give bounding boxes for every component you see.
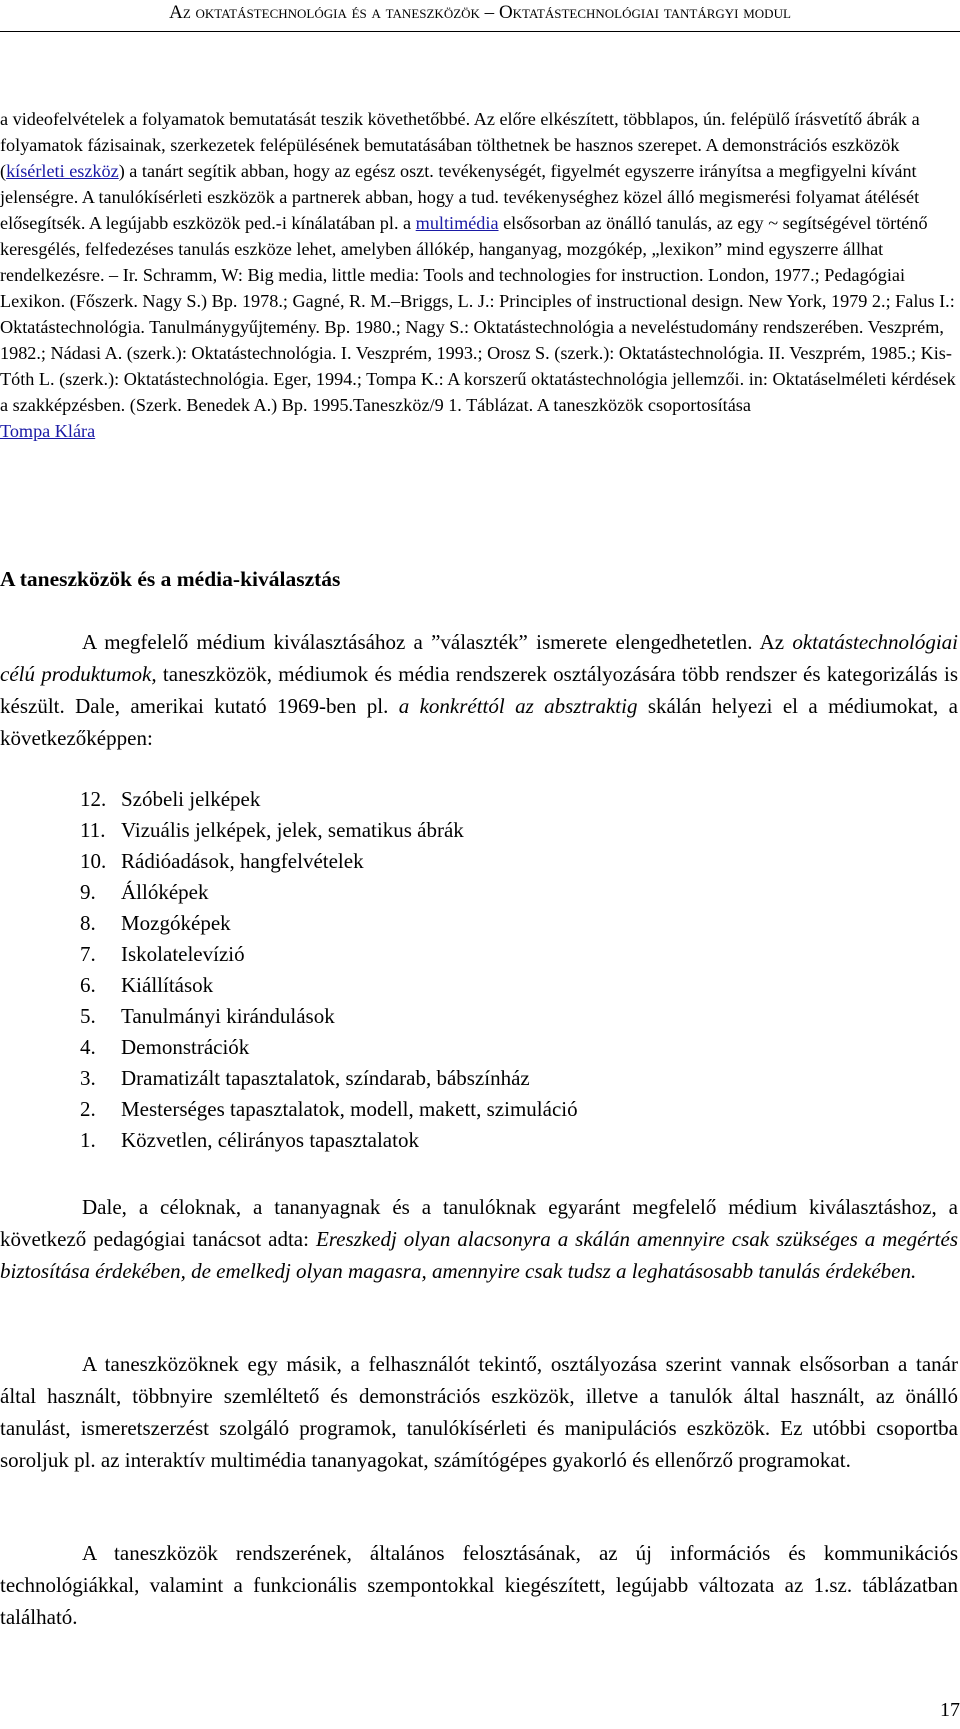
list-item-text: Demonstrációk (121, 1035, 250, 1059)
list-item-text: Közvetlen, célirányos tapasztalatok (121, 1128, 419, 1152)
list-item (80, 1032, 578, 1063)
list-item (80, 815, 578, 846)
list-item-number: 5. (80, 1004, 96, 1028)
list-item-number: 10. (80, 849, 107, 873)
header-part-2: Oktatástechnológiai tantárgyi modul (498, 2, 791, 23)
list-item (80, 784, 578, 815)
paragraph-user-classification: A taneszközöknek egy másik, a felhasználót tekintő, osztályozása szerint vannak elsősorban a tanár által használt, többnyire szemléltető és demonstrációs eszközök, illetve a tanulók által használt, az önálló tanulást, ismeretszerzést szolgáló programok, tanulókísérleti és manipulációs eszközök. Ez utóbbi csoportba soroljuk pl. az interaktív multimédia tananyagokat, számítógépes gyakorló és ellenőrző programokat. (0, 1352, 958, 1472)
list-item-number: 3. (80, 1066, 96, 1090)
list-item-text: Tanulmányi kirándulások (121, 1004, 335, 1028)
list-item-number: 4. (80, 1035, 96, 1059)
list-item-text: Vizuális jelképek, jelek, sematikus ábrák (121, 818, 464, 842)
list-item-number: 2. (80, 1097, 96, 1121)
intro-block (0, 106, 958, 444)
section-title: A taneszközök és a média-kiválasztás (0, 567, 341, 591)
list-item-text: Mozgóképek (121, 911, 231, 935)
paragraph-dale-intro: A megfelelő médium kiválasztásához a ”választék” ismerete elengedhetetlen. Az oktatástechnológiai célú produktumok, taneszközök, médiumok és média rendszerek osztályozására több rendszer és kategorizálás is készült. Dale, amerikai kutató 1969-ben pl. a konkréttól az absztraktig skálán helyezi el a médiumokat, a következőképpen: (0, 630, 958, 750)
intro-paragraph: a videofelvételek a folyamatok bemutatását teszik követhetőbbé. Az előre elkészített, többlapos, ún. felépülő írásvetítő ábrák a folyamatok fázisainak, szerkezetek felépülésének bemutatásában tölthetnek be hasznos szerepet. A demonstrációs eszközök (kísérleti eszköz) a tanárt segítik abban, hogy az egész oszt. tevékenységét, figyelmét egyszerre irányítsa a megfigyelni kívánt jelenségre. A tanulókísérleti eszközök a partnerek abban, hogy a tud. tevékenységhez közel álló megismerési folyamat átélését elősegítsék. A legújabb eszközök ped.-i kínálatában pl. a multimédia elsősorban az önálló tanulás, az egy ~ segítségével történő keresgélés, felfedezéses tanulás eszköze lehet, amelyben állókép, hanganyag, mozgókép, „lexikon” mind egyszerre állhat rendelkezésre. – Ir. Schramm, W: Big media, little media: Tools and technologies for instruction. London, 1977.; Pedagógiai Lexikon. (Főszerk. Nagy S.) Bp. 1978.; Gagné, R. M.–Briggs, L. J.: Principles of instructional design. New York, 1979 2.; Falus I.: Oktatástechnológia. Tanulmánygyűjtemény. Bp. 1980.; Nagy S.: Oktatástechnológia a neveléstudomány rendszerében. Veszprém, 1982.; Nádasi A. (szerk.): Oktatástechnológia. I. Veszprém, 1993.; Orosz S. (szerk.): Oktatástechnológia. II. Veszprém, 1985.; Kis-Tóth L. (szerk.): Oktatástechnológia. Eger, 1994.; Tompa K.: A korszerű oktatástechnológia jellemzői. in: Oktatáselméleti kérdések a szakképzésben. (Szerk. Benedek A.) Bp. 1995.Taneszköz/9 1. Táblázat. A taneszközök csoportosítása (0, 109, 956, 415)
list-item-text: Mesterséges tapasztalatok, modell, makett, szimuláció (121, 1097, 578, 1121)
list-item (80, 846, 578, 877)
list-item (80, 1063, 578, 1094)
page-number: 17 (940, 1699, 960, 1721)
paragraph-dale-advice: Dale, a céloknak, a tananyagnak és a tanulóknak egyaránt megfelelő médium kiválasztáshoz, a következő pedagógiai tanácsot adta: Ereszkedj olyan alacsonyra a skálán amennyire csak szükséges a megértés biztosítása érdekében, de emelkedj olyan magasra, amennyire csak tudsz a leghatásosabb tanulás érdekében. (0, 1195, 958, 1283)
header-part-1: Az oktatástechnológia és a taneszközök – (169, 2, 499, 23)
multimedia-link[interactable]: multimédia (415, 213, 499, 233)
list-item-text: Rádióadások, hangfelvételek (121, 849, 364, 873)
author-link[interactable]: Tompa Klára (0, 421, 96, 441)
list-item-number: 12. (80, 787, 107, 811)
list-item (80, 1094, 578, 1125)
list-item-text: Állóképek (121, 880, 209, 904)
list-item (80, 970, 578, 1001)
list-item (80, 1125, 578, 1156)
list-item-number: 7. (80, 942, 96, 966)
list-item-number: 6. (80, 973, 96, 997)
list-item-number: 11. (80, 818, 106, 842)
list-item-number: 8. (80, 911, 96, 935)
list-item (80, 1001, 578, 1032)
header-divider (0, 31, 960, 32)
list-item (80, 877, 578, 908)
list-item (80, 939, 578, 970)
list-item-text: Iskolatelevízió (121, 942, 245, 966)
dale-media-scale-list (80, 784, 578, 1156)
list-item-text: Kiállítások (121, 973, 214, 997)
list-item-text: Szóbeli jelképek (121, 787, 261, 811)
list-item (80, 908, 578, 939)
kiserleti-eszkoz-link[interactable]: kísérleti eszköz (6, 161, 119, 181)
paragraph-table-reference: A taneszközök rendszerének, általános felosztásának, az új információs és kommunikációs technológiákkal, valamint a funkcionális szempontokkal kiegészített, legújabb változata az 1.sz. táblázatban található. (0, 1541, 958, 1629)
list-item-text: Dramatizált tapasztalatok, színdarab, bábszínház (121, 1066, 530, 1090)
list-item-number: 9. (80, 880, 96, 904)
list-item-number: 1. (80, 1128, 96, 1152)
running-header (0, 0, 960, 34)
